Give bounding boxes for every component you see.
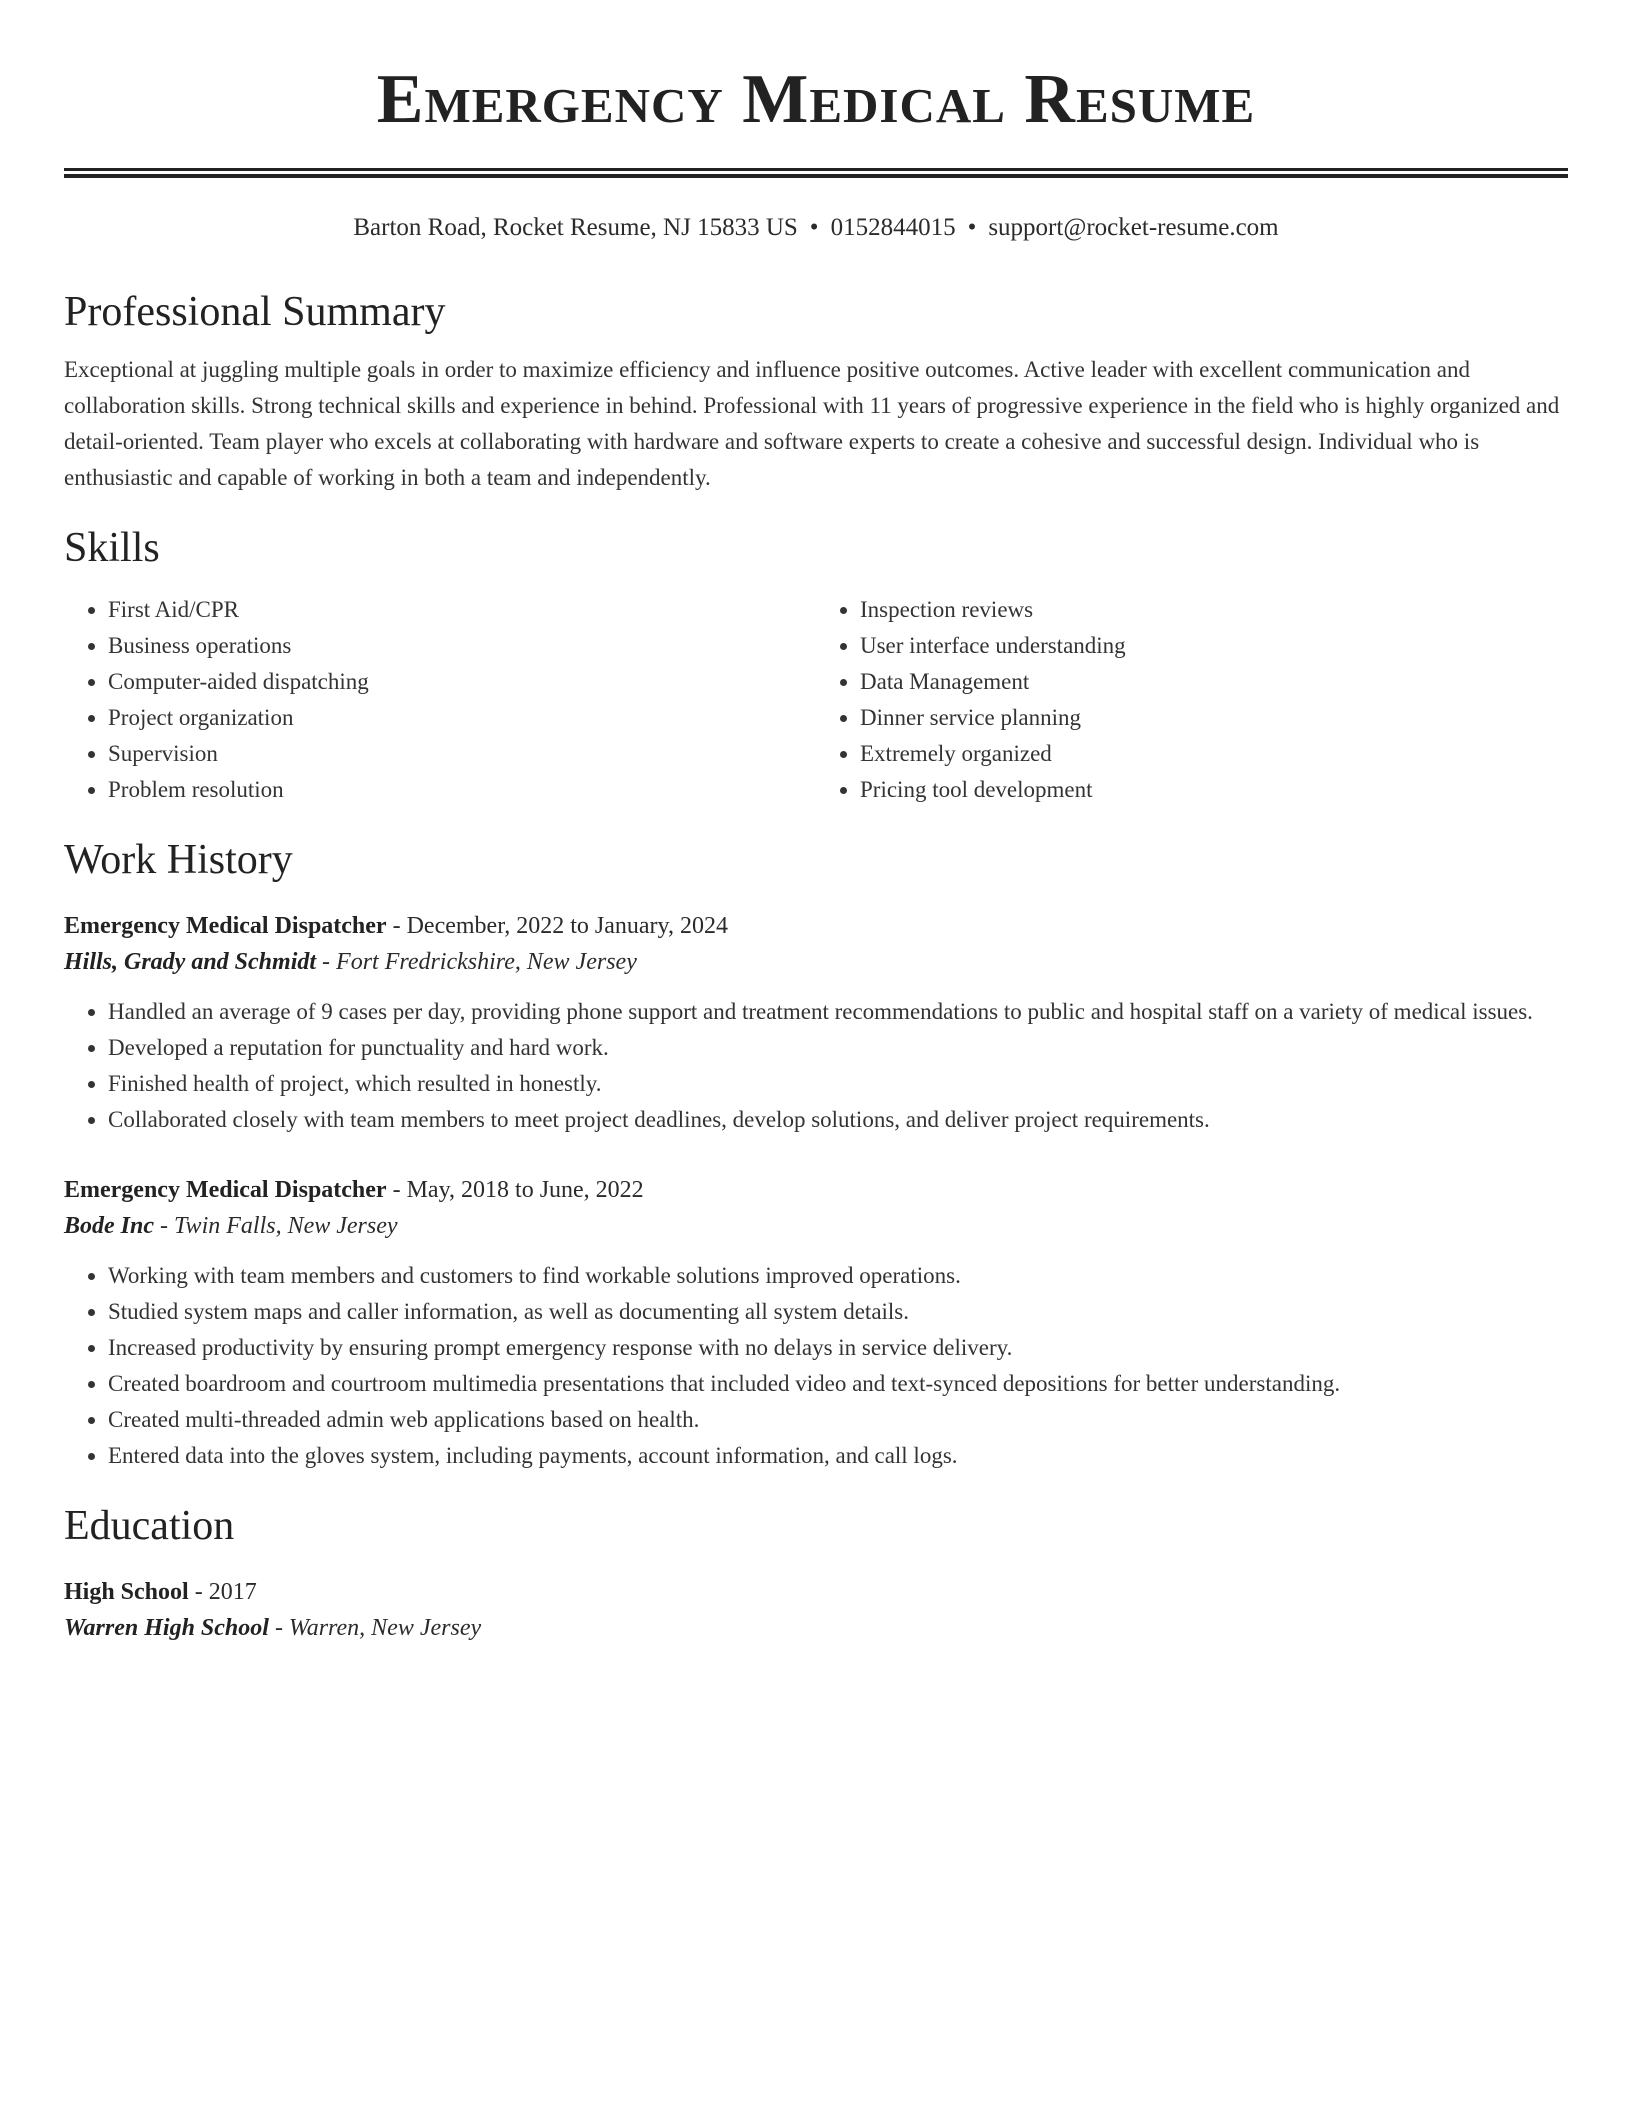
degree-line — [64, 1574, 1568, 1610]
job-duty-item: • Developed a reputation for punctuality and hard work. — [108, 1030, 1568, 1066]
job-duty-item: • Entered data into the gloves system, including payments, account information, and call logs. — [108, 1438, 1568, 1474]
school-line — [64, 1610, 1568, 1646]
contact-separator: • — [809, 214, 819, 241]
school-location: - Warren, New Jersey — [268, 1615, 482, 1641]
job-title: Emergency Medical Dispatcher — [64, 1177, 387, 1203]
skill-item: • Data Management — [860, 664, 1568, 700]
job-duty-item: • Created boardroom and courtroom multimedia presentations that included video and text-synced depositions for better understanding. — [108, 1366, 1568, 1402]
job-duties-list — [64, 1258, 1568, 1474]
education-section — [64, 1500, 1568, 1646]
job-duty-item: • Created multi-threaded admin web applications based on health. — [108, 1402, 1568, 1438]
summary-text: Exceptional at juggling multiple goals in order to maximize efficiency and influence positive outcomes. Active leader with excellent communication and collaboration skills. Strong technical skills and experience in behind. Professional with 11 years of progressive experience in the field who is highly organized and detail-oriented. Team player who excels at collaborating with hardware and software experts to create a cohesive and successful design. Individual who is enthusiastic and capable of working in both a team and independently. — [64, 357, 1560, 490]
skills-list-right — [816, 592, 1568, 808]
title-divider — [64, 168, 1568, 178]
job-title-line — [64, 1172, 1568, 1208]
skill-item: • Extremely organized — [860, 736, 1568, 772]
employer-location: - Twin Falls, New Jersey — [154, 1213, 398, 1239]
employer-name: Hills, Grady and Schmidt — [64, 949, 317, 975]
job-dates: - December, 2022 to January, 2024 — [386, 913, 728, 939]
employer-name: Bode Inc — [64, 1213, 154, 1239]
skills-heading: Skills — [64, 525, 160, 571]
skill-item: • Project organization — [108, 700, 816, 736]
resume-title: Emergency Medical Resume — [376, 61, 1256, 138]
degree-name: High School — [64, 1579, 189, 1605]
contact-separator: • — [967, 214, 977, 241]
job-entry — [64, 908, 1568, 1138]
job-duty-item: • Working with team members and customers to find workable solutions improved operations. — [108, 1258, 1568, 1294]
summary-heading: Professional Summary — [64, 289, 446, 335]
job-title: Emergency Medical Dispatcher — [64, 913, 387, 939]
skills-section — [64, 522, 1568, 808]
skills-columns — [64, 592, 1568, 808]
skill-item: • First Aid/CPR — [108, 592, 816, 628]
education-heading: Education — [64, 1503, 235, 1549]
job-title-line — [64, 908, 1568, 944]
skills-list-left — [64, 592, 816, 808]
employer-location: - Fort Fredrickshire, New Jersey — [316, 949, 637, 975]
job-entry — [64, 1172, 1568, 1474]
skill-item: • Dinner service planning — [860, 700, 1568, 736]
work-history-section — [64, 834, 1568, 1474]
skill-item: • User interface understanding — [860, 628, 1568, 664]
job-duties-list — [64, 994, 1568, 1138]
job-duty-item: • Handled an average of 9 cases per day, providing phone support and treatment recommendations to public and hospital staff on a variety of medical issues. — [108, 994, 1568, 1030]
skill-item: • Computer-aided dispatching — [108, 664, 816, 700]
skill-item: • Problem resolution — [108, 772, 816, 808]
school-name: Warren High School — [64, 1615, 269, 1641]
skill-item: • Pricing tool development — [860, 772, 1568, 808]
education-entry — [64, 1574, 1568, 1646]
skill-item: • Business operations — [108, 628, 816, 664]
degree-year: - 2017 — [188, 1579, 257, 1605]
job-dates: - May, 2018 to June, 2022 — [386, 1177, 644, 1203]
contact-email: support@rocket-resume.com — [988, 214, 1279, 241]
contact-address: Barton Road, Rocket Resume, NJ 15833 US — [353, 214, 798, 241]
skill-item: • Inspection reviews — [860, 592, 1568, 628]
job-duty-item: • Increased productivity by ensuring prompt emergency response with no delays in service delivery. — [108, 1330, 1568, 1366]
job-duty-item: • Collaborated closely with team members to meet project deadlines, develop solutions, and deliver project requirements. — [108, 1102, 1568, 1138]
job-duty-item: • Studied system maps and caller information, as well as documenting all system details. — [108, 1294, 1568, 1330]
contact-phone: 0152844015 — [830, 214, 956, 241]
work-history-heading: Work History — [64, 837, 293, 883]
employer-line — [64, 944, 1568, 980]
summary-section — [64, 286, 1568, 496]
job-duty-item: • Finished health of project, which resulted in honestly. — [108, 1066, 1568, 1102]
contact-line — [64, 212, 1568, 244]
employer-line — [64, 1208, 1568, 1244]
skill-item: • Supervision — [108, 736, 816, 772]
